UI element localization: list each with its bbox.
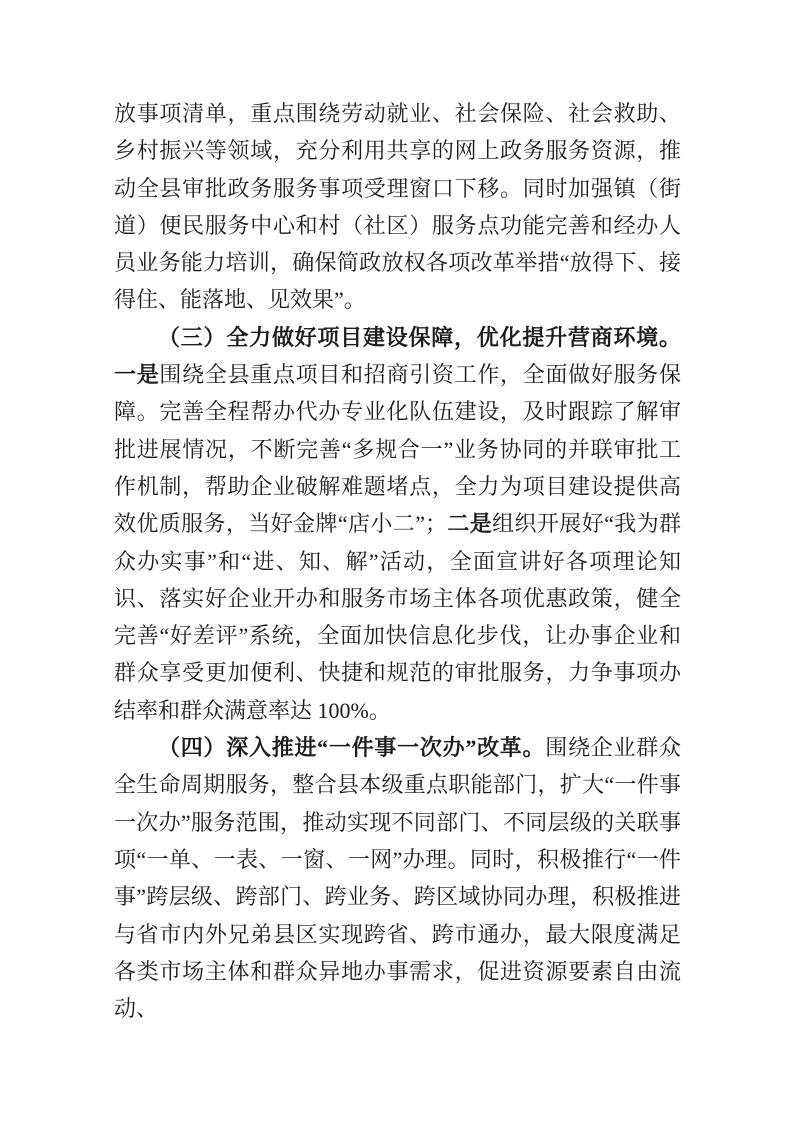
bold-text-segment: （三）全力做好项目建设保障，优化提升营商环境。一是: [114, 324, 681, 388]
paragraph: [114, 319, 681, 729]
bold-text-segment: （四）深入推进“一件事一次办”改革。: [158, 735, 546, 761]
bold-text-segment: 二是: [446, 511, 493, 537]
document-body: [114, 95, 681, 1027]
text-segment: 围绕企业群众全生命周期服务，整合县本级重点职能部门，扩大“一件事一次办”服务范围，推动实现不同部门、不同层级的关联事项“一单、一表、一窗、一网”办理。同时，积极推行“一件事”跨层级、跨部门、跨业务、跨区域协同办理，积极推进与省市内外兄弟县区实现跨省、跨市通办，最大限度满足各类市场主体和群众异地办事需求，促进资源要素自由流动、: [114, 735, 681, 1022]
paragraph: [114, 95, 681, 319]
paragraph: [114, 729, 681, 1027]
text-segment: 放事项清单，重点围绕劳动就业、社会保险、社会救助、乡村振兴等领域，充分利用共享的网上政务服务资源，推动全县审批政务服务事项受理窗口下移。同时加强镇（街道）便民服务中心和村（社区）服务点功能完善和经办人员业务能力培训，确保简政放权各项改革举措“放得下、接得住、能落地、见效果”。: [114, 101, 681, 313]
text-segment: 围绕全县重点项目和招商引资工作，全面做好服务保障。完善全程帮办代办专业化队伍建设，及时跟踪了解审批进展情况，不断完善“多规合一”业务协同的并联审批工作机制，帮助企业破解难题堵点，全力为项目建设提供高效优质服务，当好金牌“店小二”；: [114, 362, 681, 537]
text-segment: 组织开展好“我为群众办实事”和“进、知、解”活动，全面宣讲好各项理论知识、落实好企业开办和服务市场主体各项优惠政策，健全完善“好差评”系统，全面加快信息化步伐，让办事企业和群众享受更加便利、快捷和规范的审批服务，力争事项办结率和群众满意率达 100%。: [114, 511, 682, 723]
